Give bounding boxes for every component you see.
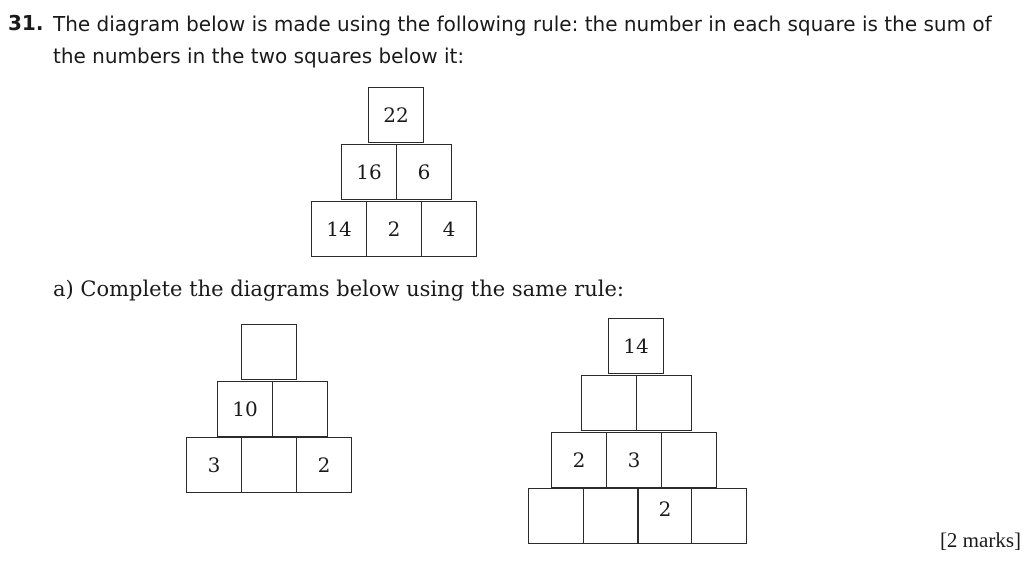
left-pyramid-cell-bottom-right: 2 bbox=[296, 437, 352, 493]
question-text: The diagram below is made using the following rule: the number in each square is the sum of the numbers in the two squares below it: bbox=[53, 12, 992, 68]
left-pyramid-cell-bottom-left: 3 bbox=[186, 437, 242, 493]
left-pyramid-cell-middle-left: 10 bbox=[217, 381, 273, 437]
left-pyramid-cell-middle-right[interactable] bbox=[272, 381, 328, 437]
part-a-instruction: a) Complete the diagrams below using the same rule: bbox=[53, 277, 624, 301]
right-pyramid-row4-cell-4[interactable] bbox=[691, 488, 747, 544]
example-cell-middle-left: 16 bbox=[341, 144, 397, 200]
example-cell-middle-right: 6 bbox=[396, 144, 452, 200]
left-pyramid-cell-top[interactable] bbox=[241, 324, 297, 380]
right-pyramid-row4-cell-3: 2 bbox=[637, 488, 693, 544]
right-pyramid-row2-cell-left[interactable] bbox=[581, 375, 637, 431]
example-cell-bottom-right: 4 bbox=[421, 201, 477, 257]
marks-label: [2 marks] bbox=[939, 528, 1021, 552]
example-cell-top: 22 bbox=[368, 87, 424, 143]
right-pyramid-row4-cell-1[interactable] bbox=[528, 488, 584, 544]
left-pyramid-cell-bottom-middle[interactable] bbox=[241, 437, 297, 493]
example-cell-bottom-left: 14 bbox=[311, 201, 367, 257]
right-pyramid-row4-cell-2[interactable] bbox=[583, 488, 639, 544]
right-pyramid-row3-cell-middle: 3 bbox=[606, 432, 662, 488]
right-pyramid-row3-cell-right[interactable] bbox=[661, 432, 717, 488]
right-pyramid-row3-cell-left: 2 bbox=[551, 432, 607, 488]
question-number: 31. bbox=[8, 11, 44, 35]
example-cell-bottom-middle: 2 bbox=[366, 201, 422, 257]
right-pyramid-cell-top: 14 bbox=[608, 318, 664, 374]
right-pyramid-row2-cell-right[interactable] bbox=[636, 375, 692, 431]
